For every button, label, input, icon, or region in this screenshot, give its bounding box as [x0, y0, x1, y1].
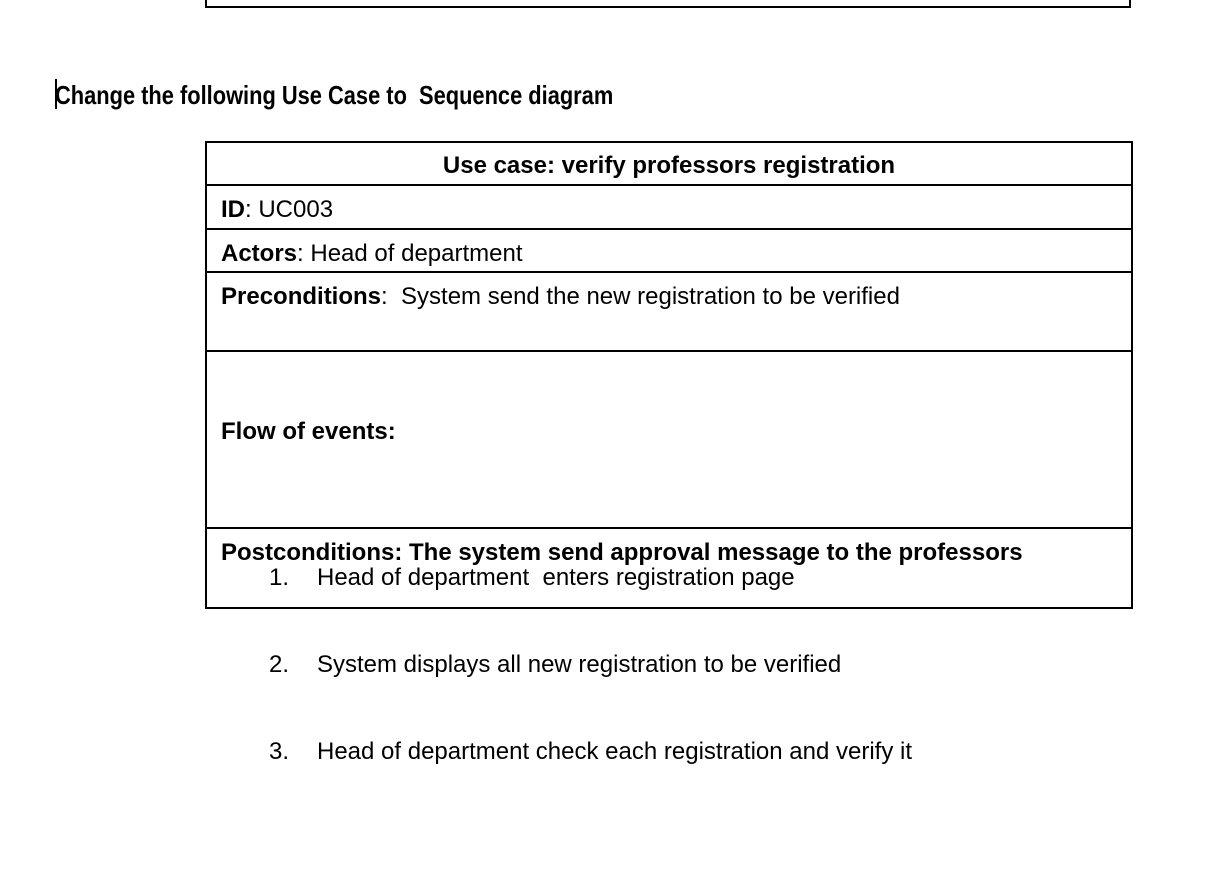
use-case-preconditions-row: [207, 273, 1131, 352]
step-number: 2.: [269, 651, 290, 678]
list-item: [221, 649, 1131, 680]
step-number: 1.: [269, 564, 290, 591]
use-case-actors-row: [207, 230, 1131, 273]
id-label: ID: [221, 196, 245, 223]
step-number: 3.: [269, 738, 290, 765]
list-item: [221, 562, 1131, 593]
preconditions-label: Preconditions: [221, 283, 382, 310]
previous-table-bottom: [205, 0, 1131, 8]
page-heading: Change the following Use Case to Sequence diagram: [55, 80, 614, 110]
use-case-id-row: [207, 186, 1131, 230]
actors-value: : Head of department: [297, 240, 523, 267]
list-item: [221, 736, 1131, 767]
id-value: : UC003: [245, 196, 334, 223]
flow-of-events-label: Flow of events:: [221, 418, 396, 445]
actors-label: Actors: [221, 240, 298, 267]
step-text: Head of department check each registration and verify it: [317, 738, 912, 765]
use-case-table: [205, 141, 1133, 765]
use-case-title: Use case: verify professors registration: [207, 143, 1131, 186]
step-text: Head of department enters registration page: [317, 564, 795, 591]
preconditions-value: : System send the new registration to be verified: [381, 283, 900, 310]
step-text: System displays all new registration to be verified: [317, 651, 842, 678]
use-case-postconditions-row: Postconditions: The system send approval message to the professors: [221, 539, 1023, 566]
